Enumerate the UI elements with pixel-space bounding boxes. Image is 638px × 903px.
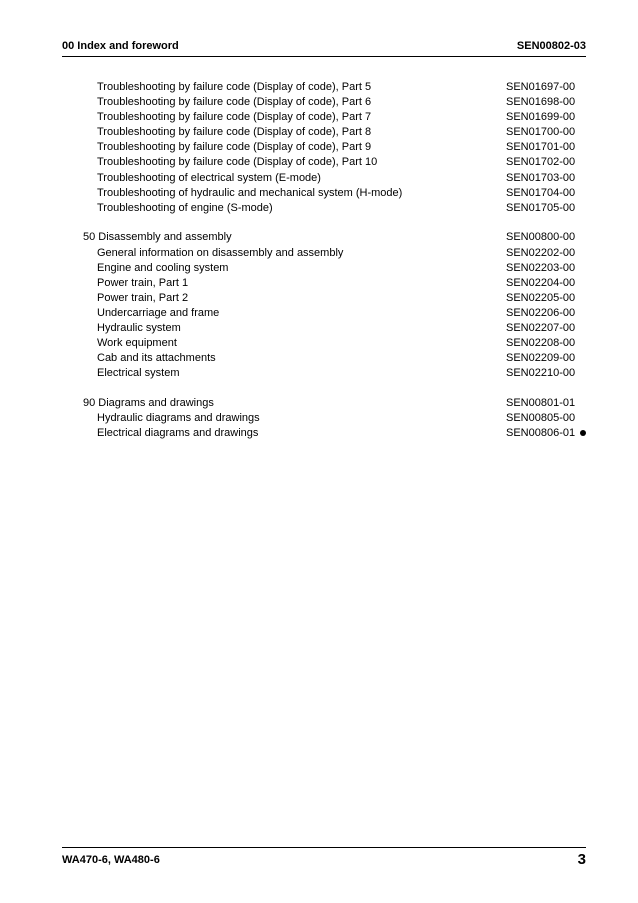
toc-title: Power train, Part 1	[97, 276, 189, 289]
toc-code: SEN02207-00	[506, 322, 576, 334]
toc-code: SEN01700-00	[506, 126, 576, 139]
toc-title: General information on disassembly and assembly	[97, 246, 344, 259]
toc-title: Engine and cooling system	[97, 261, 229, 274]
toc-code: SEN02203-00	[506, 261, 576, 274]
toc-title: Electrical system	[97, 367, 180, 380]
toc-row	[62, 201, 592, 216]
page-number: 3	[577, 851, 586, 868]
toc-title: Hydraulic diagrams and drawings	[97, 412, 260, 425]
toc-title: Troubleshooting by failure code (Display of code), Part 6	[97, 96, 372, 109]
toc-row	[62, 155, 592, 170]
toc-title: Hydraulic system	[97, 322, 181, 334]
toc-row	[62, 171, 592, 186]
toc-row	[62, 261, 592, 276]
toc-title: Cab and its attachments	[97, 352, 216, 365]
group-spacer	[62, 381, 592, 396]
toc-title: Troubleshooting of engine (S-mode)	[97, 201, 273, 214]
toc-code: SEN01697-00	[506, 81, 576, 93]
toc-code: SEN01698-00	[506, 96, 576, 109]
toc-row	[62, 411, 592, 426]
toc-row	[62, 306, 592, 321]
toc-title: Troubleshooting by failure code (Display of code), Part 8	[97, 126, 372, 139]
toc-section-row	[62, 230, 592, 245]
toc-row	[62, 336, 592, 351]
toc-section-title: 50 Disassembly and assembly	[83, 231, 232, 244]
toc-code: SEN00800-00	[506, 231, 576, 244]
toc-code: SEN02206-00	[506, 306, 576, 319]
toc-title: Undercarriage and frame	[97, 306, 220, 319]
toc-code: SEN02210-00	[506, 367, 576, 380]
toc-title: Electrical diagrams and drawings	[97, 427, 259, 440]
toc-title: Troubleshooting of electrical system (E-mode)	[97, 171, 321, 184]
toc-code: SEN02209-00	[506, 352, 576, 365]
toc-code: SEN00806-01	[506, 427, 576, 440]
toc-code: SEN01699-00	[506, 111, 576, 124]
footer-rule	[62, 847, 586, 848]
header-rule	[62, 56, 586, 57]
toc-row	[62, 110, 592, 125]
toc-row	[62, 366, 592, 381]
toc-row	[62, 140, 592, 155]
toc-title: Troubleshooting by failure code (Display of code), Part 7	[97, 111, 372, 124]
toc-section-title: 90 Diagrams and drawings	[83, 396, 214, 409]
toc-row	[62, 291, 592, 306]
toc-row	[62, 80, 592, 95]
page-footer	[62, 847, 586, 867]
toc-code: SEN00801-01	[506, 396, 576, 409]
toc-code: SEN02205-00	[506, 291, 576, 304]
toc-row	[62, 95, 592, 110]
toc-title: Troubleshooting of hydraulic and mechanical system (H-mode)	[97, 186, 403, 199]
toc-row	[62, 276, 592, 291]
header-document-code: SEN00802-03	[516, 40, 586, 52]
toc-title: Troubleshooting by failure code (Display of code), Part 5	[97, 81, 372, 93]
toc-row	[62, 426, 592, 441]
toc-title: Power train, Part 2	[97, 291, 189, 304]
toc-row	[62, 186, 592, 201]
toc-title: Troubleshooting by failure code (Display of code), Part 9	[97, 141, 372, 154]
toc-row	[62, 321, 592, 336]
toc-code: SEN02208-00	[506, 337, 576, 350]
footer-model-names: WA470-6, WA480-6	[62, 854, 160, 866]
toc-code: SEN01703-00	[506, 171, 576, 184]
toc-code: SEN00805-00	[506, 412, 576, 425]
toc-code: SEN02204-00	[506, 276, 576, 289]
toc-row	[62, 125, 592, 140]
toc-code: SEN01702-00	[506, 156, 576, 169]
toc-code: SEN02202-00	[506, 246, 576, 259]
group-spacer	[62, 216, 592, 231]
toc-section-row	[62, 396, 592, 411]
toc-row	[62, 351, 592, 366]
table-of-contents	[62, 80, 592, 441]
toc-code: SEN01705-00	[506, 201, 576, 214]
page-header	[62, 38, 586, 58]
revision-marker-dot-icon	[580, 430, 586, 436]
toc-title: Work equipment	[97, 337, 177, 350]
header-section-title: 00 Index and foreword	[62, 40, 179, 52]
toc-code: SEN01701-00	[506, 141, 576, 154]
toc-code: SEN01704-00	[506, 186, 576, 199]
toc-row	[62, 246, 592, 261]
toc-title: Troubleshooting by failure code (Display of code), Part 10	[97, 156, 378, 169]
